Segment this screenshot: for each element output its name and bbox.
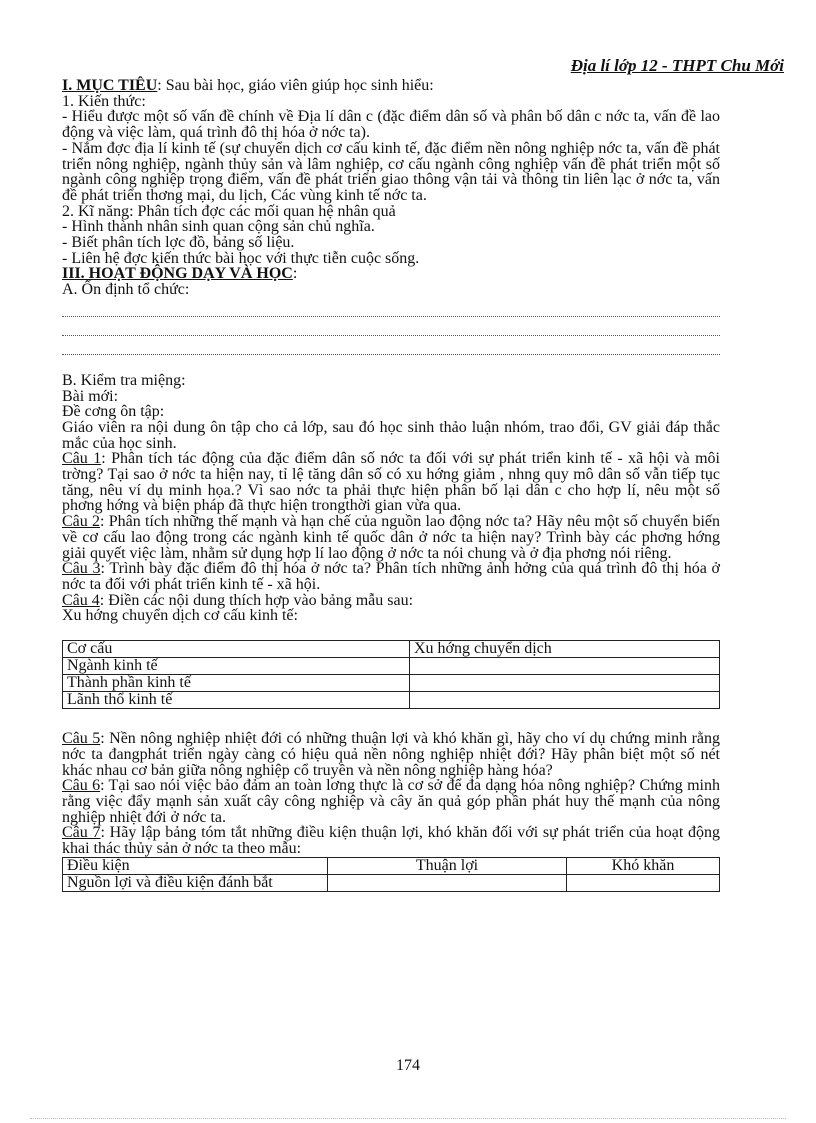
table-row — [63, 658, 720, 675]
activities-heading-line — [62, 266, 720, 282]
table-header-cell: Khó khăn — [567, 857, 720, 874]
document-body — [62, 78, 720, 892]
question-5-text: : Nền nông nghiệp nhiệt đới có những thuận lợi và khó khăn gì, hãy cho ví dụ chứng minh rằng nớc ta đangphát triển ngày càng có hiệu quả nền nông nghiệp nhiệt đới? Hãy phân biệt một số nét khác nhau cơ bản giữa nông nghiệp cổ truyền và nền nông nghiệp hàng hóa? — [62, 730, 720, 779]
question-6-label: Câu 6 — [62, 777, 101, 795]
skills-subheading: 2. Kĩ năng: Phân tích đợc các mối quan hệ nhân quả — [62, 202, 396, 220]
section-heading-objectives: I. MỤC TIÊU — [62, 77, 158, 94]
question-6 — [62, 778, 720, 825]
question-4-subtitle: Xu hớng chuyển dịch cơ cấu kinh tế: — [62, 607, 298, 625]
question-2 — [62, 514, 720, 561]
knowledge-item-1: - Hiểu được một số vấn đề chính về Địa lí dân c (đặc điểm dân số và phân bố dân c nớc ta, vấn đề lao động và việc làm, quá trình đô thị hóa ở nớc ta). — [62, 108, 720, 142]
table-cell: Lãnh thổ kinh tế — [63, 692, 410, 709]
organization-label: A. Ổn định tổ chức: — [62, 281, 190, 299]
question-4-text: : Điền các nội dung thích hợp vào bảng mẫu sau: — [99, 591, 414, 609]
question-3 — [62, 561, 720, 592]
question-5-label: Câu 5 — [62, 730, 101, 748]
question-3-label: Câu 3 — [62, 560, 101, 578]
table-header-cell: Cơ cấu — [63, 641, 410, 658]
question-7 — [62, 825, 720, 856]
table-cell: Nguồn lợi và điều kiện đánh bắt — [63, 874, 328, 891]
new-lesson-label: Bài mới: — [62, 387, 119, 405]
skill-item-3: - Liên hệ đợc kiến thức bài học với thực tiễn cuộc sống. — [62, 249, 420, 267]
table-row — [63, 692, 720, 709]
objectives-intro — [62, 78, 720, 94]
objectives-intro-text: : Sau bài học, giáo viên giúp học sinh hiểu: — [157, 77, 434, 94]
question-6-text: : Tại sao nói việc bảo đảm an toàn lơng thực là cơ sở để đa dạng hóa nông nghiệp? Chứng minh rằng việc đẩy mạnh sản xuất cây công nghiệp và cây ăn quả góp phần phát huy thế mạnh của nông nghiệp nhiệt đới ở nớc ta. — [62, 777, 721, 826]
table-row — [63, 874, 720, 891]
question-2-label: Câu 2 — [62, 513, 101, 531]
teacher-instruction: Giáo viên ra nội dung ôn tập cho cả lớp, sau đó học sinh thảo luận nhóm, trao đổi, GV giải đáp thắc mắc của học sinh. — [62, 418, 720, 452]
footer-divider — [30, 1118, 786, 1119]
table-cell-empty — [410, 658, 720, 675]
table-cell-empty — [410, 692, 720, 709]
table-row — [63, 675, 720, 692]
question-4-label: Câu 4 — [62, 591, 100, 609]
question-2-text: : Phân tích những thế mạnh và hạn chế của nguồn lao động nớc ta? Hãy nêu một số chuyển biến về cơ cấu lao động trong các ngành kinh tế quốc dân ở nớc ta hiện nay? Trình bày các phơng hớng giải quyết việc làm, nhằm sử dụng hợp lí lao động ở nớc ta nói chung và ở địa phơng nói riêng. — [62, 513, 720, 562]
page-number: 174 — [396, 1057, 420, 1074]
heading-colon: : — [292, 265, 298, 283]
oral-check-label: B. Kiểm tra miệng: — [62, 371, 186, 389]
running-header: Địa lí lớp 12 - THPT Chu Mới — [570, 56, 784, 75]
table-header-cell: Thuận lợi — [328, 857, 567, 874]
dotted-line-3 — [62, 340, 720, 355]
table-cell: Thành phần kinh tế — [63, 675, 410, 692]
question-1-text: : Phân tích tác động của đặc điểm dân số nớc ta đối với sự phát triển kinh tế - xã hội và môi trờng? Tại sao ở nớc ta hiện nay, tỉ lệ tăng dân số có xu hớng giảm , nhng quy mô dân số vẫn tiếp tục tăng, nêu ví dụ minh họa.? Vì sao nớc ta phải thực hiện phân bố lại dân c cho hợp lí, nêu một số phơng hớng và biện pháp đã thực hiện trongthời gian vừa qua. — [62, 450, 720, 515]
table-header-row — [63, 857, 720, 874]
section-heading-activities: III. HOẠT ĐỘNG DẠY VÀ HỌC — [62, 265, 293, 283]
question-1 — [62, 451, 720, 514]
question-5 — [62, 731, 720, 778]
review-outline-label: Đề cơng ôn tập: — [62, 403, 165, 421]
dotted-line-1 — [62, 302, 720, 317]
skill-item-2: - Biết phân tích lợc đồ, bảng số liệu. — [62, 234, 295, 252]
table-header-row — [63, 641, 720, 658]
table-header-cell: Điều kiện — [63, 857, 328, 874]
skill-item-1: - Hình thành nhân sinh quan cộng sản chủ nghĩa. — [62, 218, 375, 236]
fishery-conditions-table — [62, 857, 720, 892]
economic-structure-table — [62, 640, 720, 709]
table-cell-empty — [567, 874, 720, 891]
question-7-label: Câu 7 — [62, 824, 101, 842]
question-4 — [62, 593, 720, 609]
dotted-line-2 — [62, 321, 720, 336]
question-3-text: : Trình bày đặc điểm đô thị hóa ở nớc ta? Phân tích những ảnh hởng của quá trình đô thị hóa ở nớc ta đối với phát triển kinh tế - xã hội. — [62, 560, 720, 593]
knowledge-subheading: 1. Kiến thức: — [62, 92, 146, 110]
question-1-label: Câu 1 — [62, 450, 102, 468]
table-cell-empty — [410, 675, 720, 692]
knowledge-item-2: - Nắm đợc địa lí kinh tế (sự chuyển dịch cơ cấu kinh tế, đặc điểm nền nông nghiệp nớc ta, vấn đề phát triển nông nghiệp, ngành thủy sản và lâm nghiệp, cơ cấu ngành công nghiệp vấn đề phát triển một số ngành công nghiệp trọng điểm, vấn đề phát triển giao thông vận tải và thông tin liên lạc ở nớc ta, vấn đề phát triển thơng mại, du lịch, Các vùng kinh tế nớc ta. — [62, 139, 720, 204]
table-cell-empty — [328, 874, 567, 891]
question-7-text: : Hãy lập bảng tóm tắt những điều kiện thuận lợi, khó khăn đối với sự phát triển của hoạt động khai thác thủy sản ở nớc ta theo mẫu: — [62, 824, 721, 858]
table-cell: Ngành kinh tế — [63, 658, 410, 675]
table-header-cell: Xu hớng chuyển dịch — [410, 641, 720, 658]
